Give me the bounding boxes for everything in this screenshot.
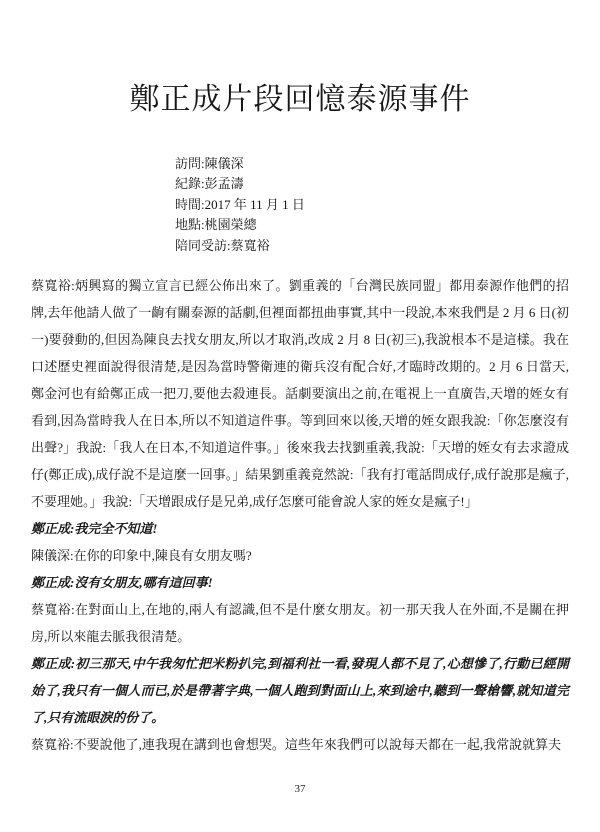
meta-block — [175, 154, 600, 256]
paragraph-cheng-1: 鄭正成:我完全不知道! — [31, 521, 158, 537]
document-title: 鄭正成片段回憶泰源事件 — [129, 83, 471, 116]
meta-line-accompanying: 陪同受訪:蔡寬裕 — [175, 237, 270, 253]
meta-line-location: 地點:桃園榮總 — [175, 217, 257, 233]
paragraph-cheng-3: 鄭正成:初三那天,中午我匆忙把米粉扒完,到福利社一看,發現人都不見了,心想慘了,行動已經開始了,我只有一個人而已,於是帶著字典,一個人跑到對面山上,來到途中,聽到一聲槍響,就知道完了,只有流眼淚的份了。 — [31, 656, 569, 726]
paragraph-chen-1: 陳儀深:在你的印象中,陳良有女朋友嗎? — [31, 548, 252, 564]
meta-line-time: 時間:2017 年 11 月 1 日 — [175, 196, 305, 212]
paragraph-tsai-2: 蔡寬裕:在對面山上,在地的,兩人有認識,但不是什麼女朋友。初一那天我人在外面,不是關在押房,所以來龍去脈我很清楚。 — [31, 602, 569, 645]
meta-line-recorder: 紀錄:彭孟濤 — [175, 176, 244, 192]
meta-line-interviewer: 訪問:陳儀深 — [175, 156, 244, 171]
paragraph-tsai-1: 蔡寬裕:炳興寫的獨立宣言已經公佈出來了。劉重義的「台灣民族同盟」都用泰源作他們的招牌,去年他請人做了一齣有關泰源的話劇,但裡面都扭曲事實,其中一段說,本來我們是 2 月 6 日(初一)要發動的,但因為陳良去找女朋友,所以才取消,改成 2 月 8 日(初三),我說根本不是這樣。我在口述歷史裡面說得很清楚,是因為當時警衛連的衛兵沒有配合好,才臨時改期的。2 月 6 日當天,鄭金河也有給鄭正成一把刀,要他去殺連長。話劇要演出之前,在電視上一直廣告,天增的姪女有看到,因為當時我人在日本,所以不知道這件事。等到回來以後,天增的姪女跟我說:「你怎麼沒有出聲?」我說:「我人在日本,不知道這件事。」後來我去找劉重義,我說:「天增的姪女有去求證成仔(鄭正成),成仔說不是這麼一回事。」結果劉重義竟然說:「我有打電話問成仔,成仔說那是瘋子,不要理她。」我說:「天增跟成仔是兄弟,成仔怎麼可能會說人家的姪女是瘋子!」 — [31, 278, 569, 510]
transcript-body — [31, 272, 569, 758]
paragraph-tsai-3: 蔡寬裕:不要說他了,連我現在講到也會想哭。這些年來我們可以說每天都在一起,我常說就算夫 — [31, 737, 562, 753]
page-number: 37 — [294, 783, 306, 795]
paragraph-cheng-2: 鄭正成:沒有女朋友,哪有這回事! — [31, 575, 213, 591]
